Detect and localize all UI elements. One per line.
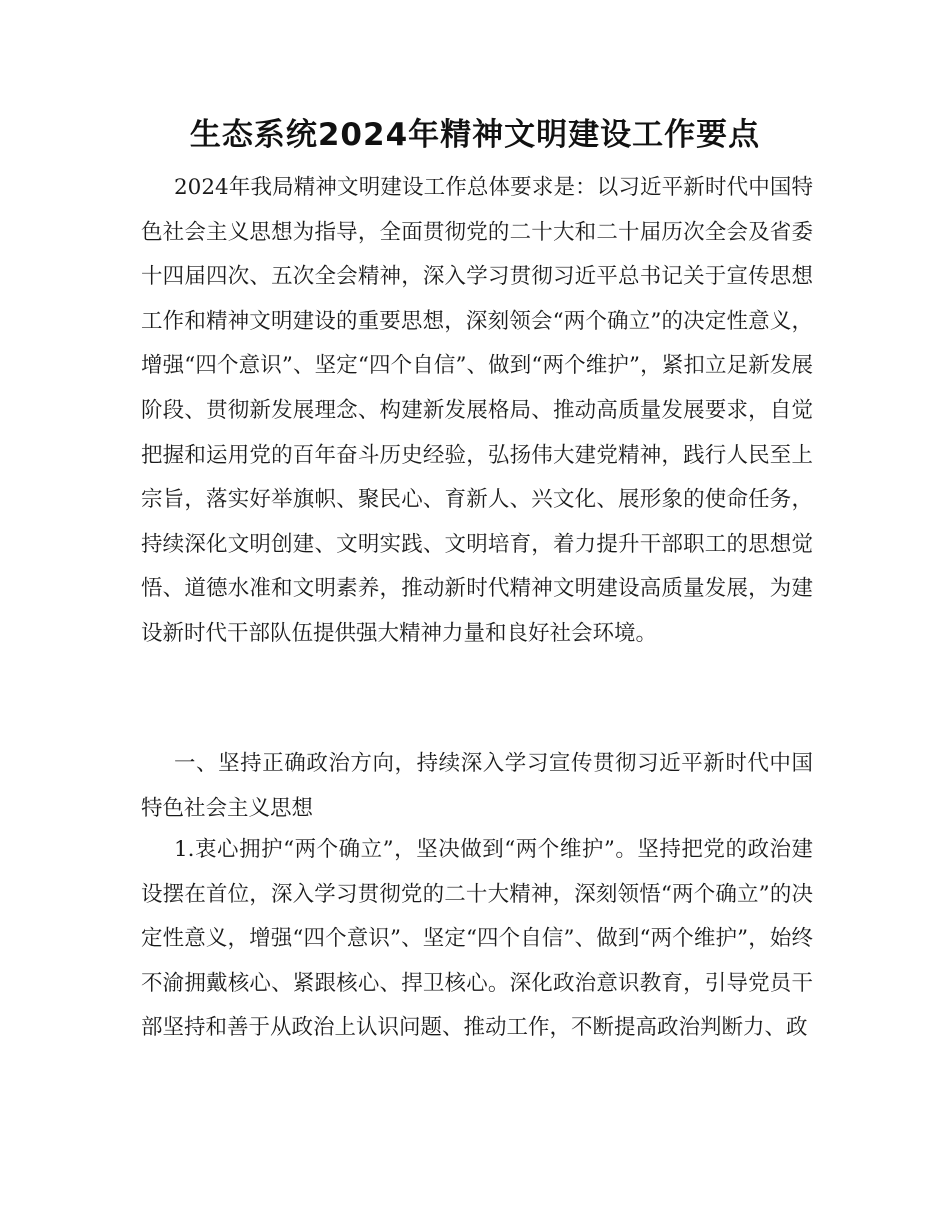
document-title: 生态系统2024年精神文明建设工作要点 (189, 117, 761, 153)
item-paragraph-1: 1.衷心拥护“两个确立”，坚决做到“两个维护”。坚持把党的政治建设摆在首位，深入学习贯彻党的二十大精神，深刻领悟“两个确立”的决定性意义，增强“四个意识”、坚定“四个自信”、做到“两个维护”，始终不渝拥戴核心、紧跟核心、捍卫核心。深化政治意识教育，引导党员干部坚持和善于从政治上认识问题、推动工作，不断提高政治判断力、政 (141, 837, 813, 1041)
section-heading-1: 一、坚持正确政治方向，持续深入学习宣传贯彻习近平新时代中国特色社会主义思想 (141, 751, 813, 821)
intro-paragraph: 2024年我局精神文明建设工作总体要求是：以习近平新时代中国特色社会主义思想为指导，全面贯彻党的二十大和二十届历次全会及省委十四届四次、五次全会精神，深入学习贯彻习近平总书记关于宣传思想工作和精神文明建设的重要思想，深刻领会“两个确立”的决定性意义，增强“四个意识”、坚定“四个自信”、做到“两个维护”，紧扣立足新发展阶段、贯彻新发展理念、构建新发展格局、推动高质量发展要求，自觉把握和运用党的百年奋斗历史经验，弘扬伟大建党精神，践行人民至上宗旨，落实好举旗帜、聚民心、育新人、兴文化、展形象的使命任务，持续深化文明创建、文明实践、文明培育，着力提升干部职工的思想觉悟、道德水准和文明素养，推动新时代精神文明建设高质量发展，为建设新时代干部队伍提供强大精神力量和良好社会环境。 (141, 175, 813, 646)
